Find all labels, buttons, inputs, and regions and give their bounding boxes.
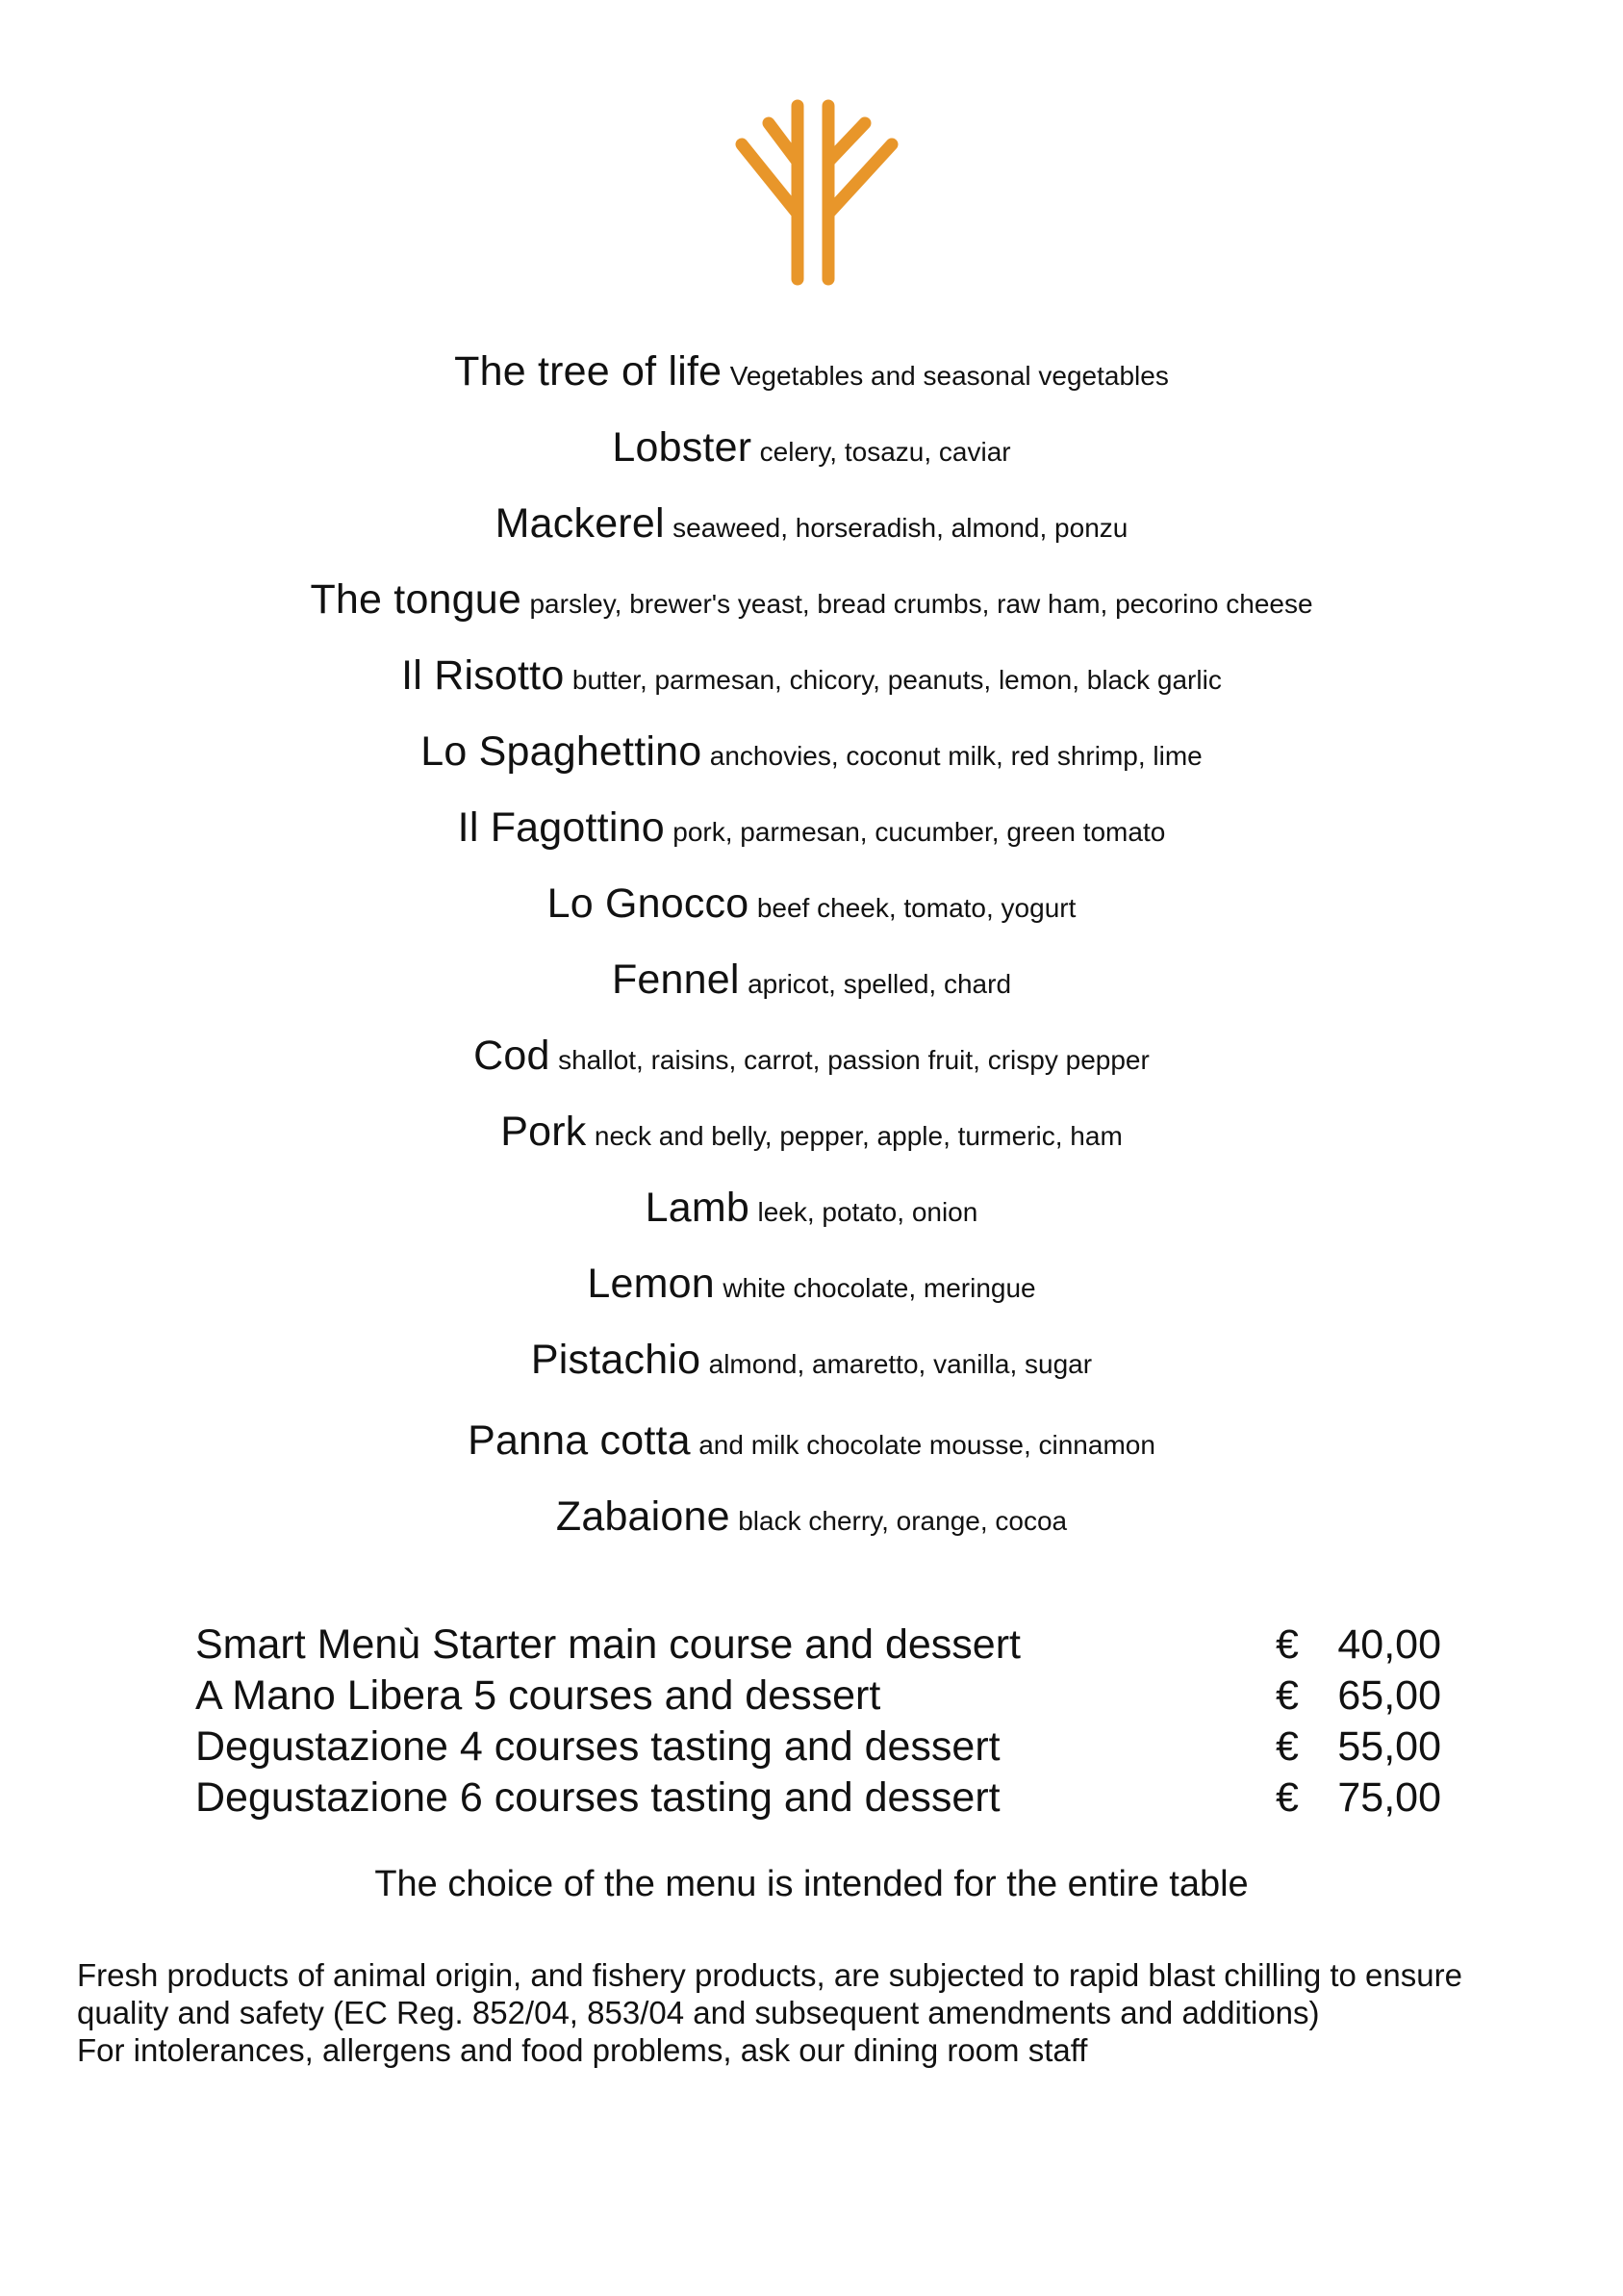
dish-name: Mackerel [495, 500, 665, 547]
menu-price: 65,00 [1337, 1672, 1441, 1719]
menu-price-list [195, 1620, 1441, 1824]
dish-description: anchovies, coconut milk, red shrimp, lime [709, 741, 1203, 771]
menu-price: 40,00 [1337, 1621, 1441, 1668]
dish-name: The tongue [310, 576, 522, 623]
disclaimer-line: For intolerances, allergens and food problems, ask our dining room staff [77, 2032, 1088, 2068]
dish-description: butter, parmesan, chicory, peanuts, lemon, black garlic [571, 665, 1222, 695]
dish-item [0, 1109, 1623, 1185]
menu-currency: € [1276, 1723, 1299, 1770]
dish-description: apricot, spelled, chard [748, 969, 1012, 999]
menu-price: 75,00 [1337, 1774, 1441, 1821]
dish-description: shallot, raisins, carrot, passion fruit, crispy pepper [558, 1045, 1150, 1075]
menu-price-row [195, 1722, 1441, 1773]
dish-description: black cherry, orange, cocoa [738, 1506, 1068, 1536]
dish-name: Lo Gnocco [546, 880, 749, 927]
dish-name: Il Risotto [401, 652, 565, 699]
dish-item [0, 1337, 1623, 1417]
dish-name: Panna cotta [468, 1417, 691, 1464]
menu-name: Degustazione 4 courses tasting and dessert [195, 1723, 1001, 1770]
dish-item [0, 1033, 1623, 1109]
table-note: The choice of the menu is intended for the entire table [374, 1864, 1249, 1904]
dish-item [0, 348, 1623, 424]
menu-price-row [195, 1620, 1441, 1671]
disclaimer-line: quality and safety (EC Reg. 852/04, 853/04 and subsequent amendments and additions) [77, 1995, 1320, 2030]
dish-name: Lo Spaghettino [420, 728, 702, 775]
menu-price-row [195, 1773, 1441, 1824]
disclaimer-line: Fresh products of animal origin, and fishery products, are subjected to rapid blast chilling to ensure [77, 1957, 1462, 1993]
dish-list [0, 348, 1623, 1569]
dish-item [0, 576, 1623, 652]
dish-description: seaweed, horseradish, almond, ponzu [672, 513, 1128, 543]
dish-description: white chocolate, meringue [723, 1273, 1036, 1303]
dish-item [0, 1185, 1623, 1261]
dish-name: Zabaione [555, 1493, 730, 1540]
dish-item [0, 652, 1623, 728]
dish-description: and milk chocolate mousse, cinnamon [698, 1430, 1155, 1460]
dish-item [0, 1417, 1623, 1493]
dish-description: beef cheek, tomato, yogurt [756, 893, 1077, 923]
dish-name: Fennel [611, 957, 740, 1003]
dish-item [0, 1493, 1623, 1569]
dish-description: Vegetables and seasonal vegetables [729, 361, 1169, 391]
dish-item [0, 728, 1623, 804]
dish-description: leek, potato, onion [757, 1197, 978, 1227]
dish-description: parsley, brewer's yeast, bread crumbs, raw ham, pecorino cheese [529, 589, 1313, 619]
dish-item [0, 500, 1623, 576]
dish-name: Cod [473, 1033, 550, 1079]
dish-description: pork, parmesan, cucumber, green tomato [672, 817, 1166, 847]
tree-of-life-logo-icon [730, 96, 903, 289]
dish-item [0, 880, 1623, 957]
dish-description: neck and belly, pepper, apple, turmeric, ham [594, 1121, 1123, 1151]
dish-name: Lemon [587, 1261, 715, 1307]
menu-currency: € [1276, 1774, 1299, 1821]
dish-description: celery, tosazu, caviar [759, 437, 1011, 467]
menu-currency: € [1276, 1621, 1299, 1668]
dish-item [0, 1261, 1623, 1337]
menu-price-row [195, 1671, 1441, 1722]
menu-name: Smart Menù Starter main course and dessert [195, 1621, 1021, 1668]
dish-name: The tree of life [454, 348, 723, 395]
disclaimer [77, 1956, 1578, 2069]
dish-name: Pork [500, 1109, 587, 1155]
menu-currency: € [1276, 1672, 1299, 1719]
dish-description: almond, amaretto, vanilla, sugar [708, 1349, 1093, 1379]
dish-name: Il Fagottino [457, 804, 665, 851]
menu-name: Degustazione 6 courses tasting and dessert [195, 1774, 1001, 1821]
menu-name: A Mano Libera 5 courses and dessert [195, 1672, 881, 1719]
dish-item [0, 957, 1623, 1033]
menu-price: 55,00 [1337, 1723, 1441, 1770]
dish-item [0, 424, 1623, 500]
dish-name: Lobster [612, 424, 752, 471]
dish-name: Pistachio [530, 1337, 701, 1383]
dish-item [0, 804, 1623, 880]
dish-name: Lamb [645, 1185, 750, 1231]
